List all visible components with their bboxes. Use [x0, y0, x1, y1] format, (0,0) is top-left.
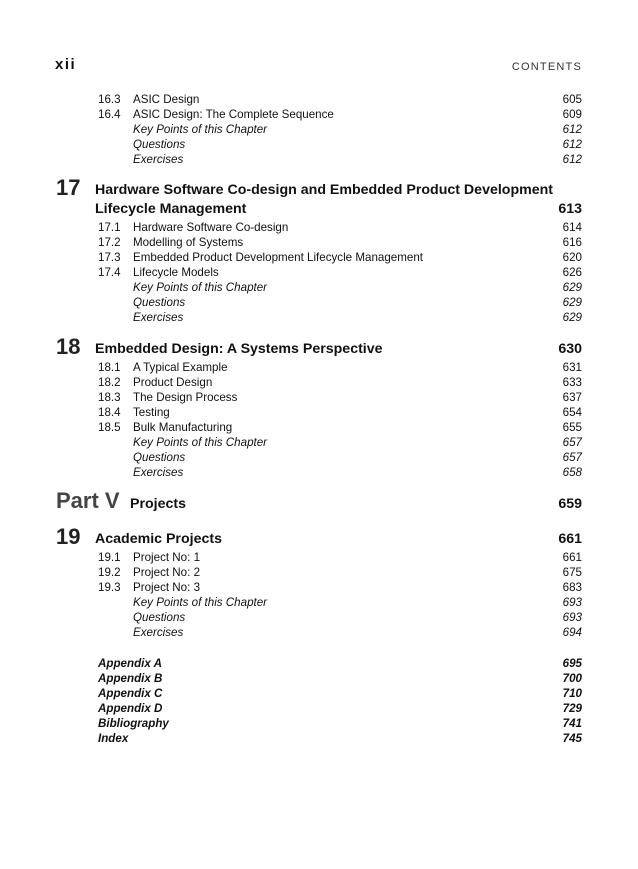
toc-entry[interactable] — [98, 235, 582, 250]
section-number: 19.1 — [98, 551, 121, 564]
page-ref: 629 — [562, 296, 582, 309]
page-ref: 655 — [562, 421, 582, 434]
page-ref: 637 — [562, 391, 582, 404]
chapter-title-line: Hardware Software Co-design and Embedded Product Development — [95, 182, 554, 198]
toc-entry[interactable] — [98, 250, 582, 265]
toc-entry[interactable] — [98, 450, 582, 465]
page-ref: 683 — [562, 581, 582, 594]
page-ref: 694 — [562, 626, 582, 639]
toc-entry[interactable] — [98, 220, 582, 235]
toc-entry[interactable] — [98, 595, 582, 610]
back-matter-entry[interactable] — [98, 731, 582, 746]
part-number: Part V — [56, 488, 120, 513]
page-ref: 614 — [562, 221, 582, 234]
section-number: 16.3 — [98, 93, 121, 106]
section-title: Key Points of this Chapter — [133, 123, 268, 136]
toc-entry[interactable] — [98, 265, 582, 280]
back-matter-entry[interactable] — [98, 671, 582, 686]
page-ref: 693 — [562, 596, 582, 609]
section-title: Bulk Manufacturing — [133, 421, 233, 434]
section-number: 17.1 — [98, 221, 121, 234]
page-ref: 700 — [562, 672, 582, 685]
page-ref: 613 — [558, 201, 582, 217]
back-matter-entry[interactable] — [98, 716, 582, 731]
section-title: Project No: 2 — [133, 566, 201, 579]
part-title[interactable] — [130, 495, 582, 514]
section-number: 18.2 — [98, 376, 121, 389]
page-ref: 626 — [562, 266, 582, 279]
toc-entry[interactable] — [98, 580, 582, 595]
page-ref: 631 — [562, 361, 582, 374]
section-title: Project No: 1 — [133, 551, 201, 564]
section-title: Hardware Software Co-design — [133, 221, 289, 234]
page-ref: 616 — [562, 236, 582, 249]
page-ref: 620 — [562, 251, 582, 264]
chapter-title-line: Lifecycle Management — [95, 201, 247, 217]
page-ref: 657 — [562, 436, 582, 449]
page-number: xii — [55, 56, 77, 73]
back-matter-entry[interactable] — [98, 656, 582, 671]
page-ref: 658 — [562, 466, 582, 479]
toc-entry[interactable] — [98, 625, 582, 640]
section-title: A Typical Example — [133, 361, 228, 374]
toc-entry[interactable] — [98, 610, 582, 625]
toc-entry[interactable] — [98, 405, 582, 420]
section-title: ASIC Design: The Complete Sequence — [133, 108, 334, 121]
section-number: 17.2 — [98, 236, 121, 249]
toc-entry[interactable] — [98, 420, 582, 435]
running-head: CONTENTS — [511, 61, 582, 73]
toc-entry[interactable] — [98, 550, 582, 565]
toc-entry[interactable] — [98, 137, 582, 152]
section-title: Questions — [133, 138, 186, 151]
section-title: Embedded Product Development Lifecycle Management — [133, 251, 424, 264]
chapter-title[interactable] — [95, 181, 582, 219]
page-ref: 612 — [562, 123, 582, 136]
section-title: Project No: 3 — [133, 581, 201, 594]
toc-entry[interactable] — [98, 435, 582, 450]
chapter-title[interactable] — [95, 530, 582, 549]
section-number: 18.4 — [98, 406, 121, 419]
toc-entry[interactable] — [98, 152, 582, 167]
page-ref: 661 — [562, 551, 582, 564]
toc-entry[interactable] — [98, 390, 582, 405]
toc-entry[interactable] — [98, 565, 582, 580]
toc-entry[interactable] — [98, 360, 582, 375]
page-ref: 693 — [562, 611, 582, 624]
section-title: Exercises — [133, 466, 184, 479]
back-matter-entry[interactable] — [98, 701, 582, 716]
section-title: ASIC Design — [133, 93, 200, 106]
chapter-title[interactable] — [95, 340, 582, 359]
chapter-title-line: Academic Projects — [95, 531, 222, 547]
page-ref: 745 — [562, 732, 582, 745]
section-title: Lifecycle Models — [133, 266, 219, 279]
section-number: 16.4 — [98, 108, 121, 121]
back-matter-title: Appendix A — [98, 657, 162, 670]
section-title: Modelling of Systems — [133, 236, 244, 249]
section-number: 17.3 — [98, 251, 121, 264]
section-title: Key Points of this Chapter — [133, 596, 268, 609]
section-title: Exercises — [133, 626, 184, 639]
section-title: Key Points of this Chapter — [133, 281, 268, 294]
section-number: 19.2 — [98, 566, 121, 579]
chapter-number: 19 — [56, 524, 81, 549]
section-title: Product Design — [133, 376, 213, 389]
toc-entry[interactable] — [98, 465, 582, 480]
page-ref: 741 — [562, 717, 582, 730]
back-matter-title: Index — [98, 732, 129, 745]
part-title-text: Projects — [130, 496, 186, 512]
toc-entry[interactable] — [98, 295, 582, 310]
toc-entry[interactable] — [98, 280, 582, 295]
toc-entry[interactable] — [98, 122, 582, 137]
page-ref: 629 — [562, 311, 582, 324]
page-ref: 609 — [562, 108, 582, 121]
section-number: 18.3 — [98, 391, 121, 404]
chapter-title-line: Embedded Design: A Systems Perspective — [95, 341, 383, 357]
back-matter-title: Bibliography — [98, 717, 169, 730]
toc-entry[interactable] — [98, 375, 582, 390]
page-ref: 729 — [562, 702, 582, 715]
chapter-number: 18 — [56, 334, 81, 359]
page-ref: 612 — [562, 153, 582, 166]
page-ref: 659 — [558, 496, 582, 512]
section-title: Questions — [133, 451, 186, 464]
back-matter-title: Appendix C — [98, 687, 163, 700]
back-matter-entry[interactable] — [98, 686, 582, 701]
section-title: The Design Process — [133, 391, 238, 404]
page-ref: 612 — [562, 138, 582, 151]
chapter-number: 17 — [56, 175, 81, 200]
page-ref: 657 — [562, 451, 582, 464]
section-number: 19.3 — [98, 581, 121, 594]
page-ref: 675 — [562, 566, 582, 579]
section-title: Exercises — [133, 153, 184, 166]
toc-entry[interactable] — [98, 107, 582, 122]
page-ref: 661 — [558, 531, 582, 547]
page-ref: 695 — [562, 657, 582, 670]
page-ref: 710 — [562, 687, 582, 700]
page-ref: 633 — [562, 376, 582, 389]
page-ref: 630 — [558, 341, 582, 357]
page-ref: 629 — [562, 281, 582, 294]
section-title: Questions — [133, 296, 186, 309]
toc-entry[interactable] — [98, 92, 582, 107]
section-number: 17.4 — [98, 266, 121, 279]
section-number: 18.1 — [98, 361, 121, 374]
section-title: Questions — [133, 611, 186, 624]
section-title: Testing — [133, 406, 170, 419]
page-ref: 605 — [562, 93, 582, 106]
back-matter-title: Appendix B — [98, 672, 163, 685]
section-title: Key Points of this Chapter — [133, 436, 268, 449]
toc-entry[interactable] — [98, 310, 582, 325]
back-matter-title: Appendix D — [98, 702, 163, 715]
page-ref: 654 — [562, 406, 582, 419]
section-title: Exercises — [133, 311, 184, 324]
section-number: 18.5 — [98, 421, 121, 434]
